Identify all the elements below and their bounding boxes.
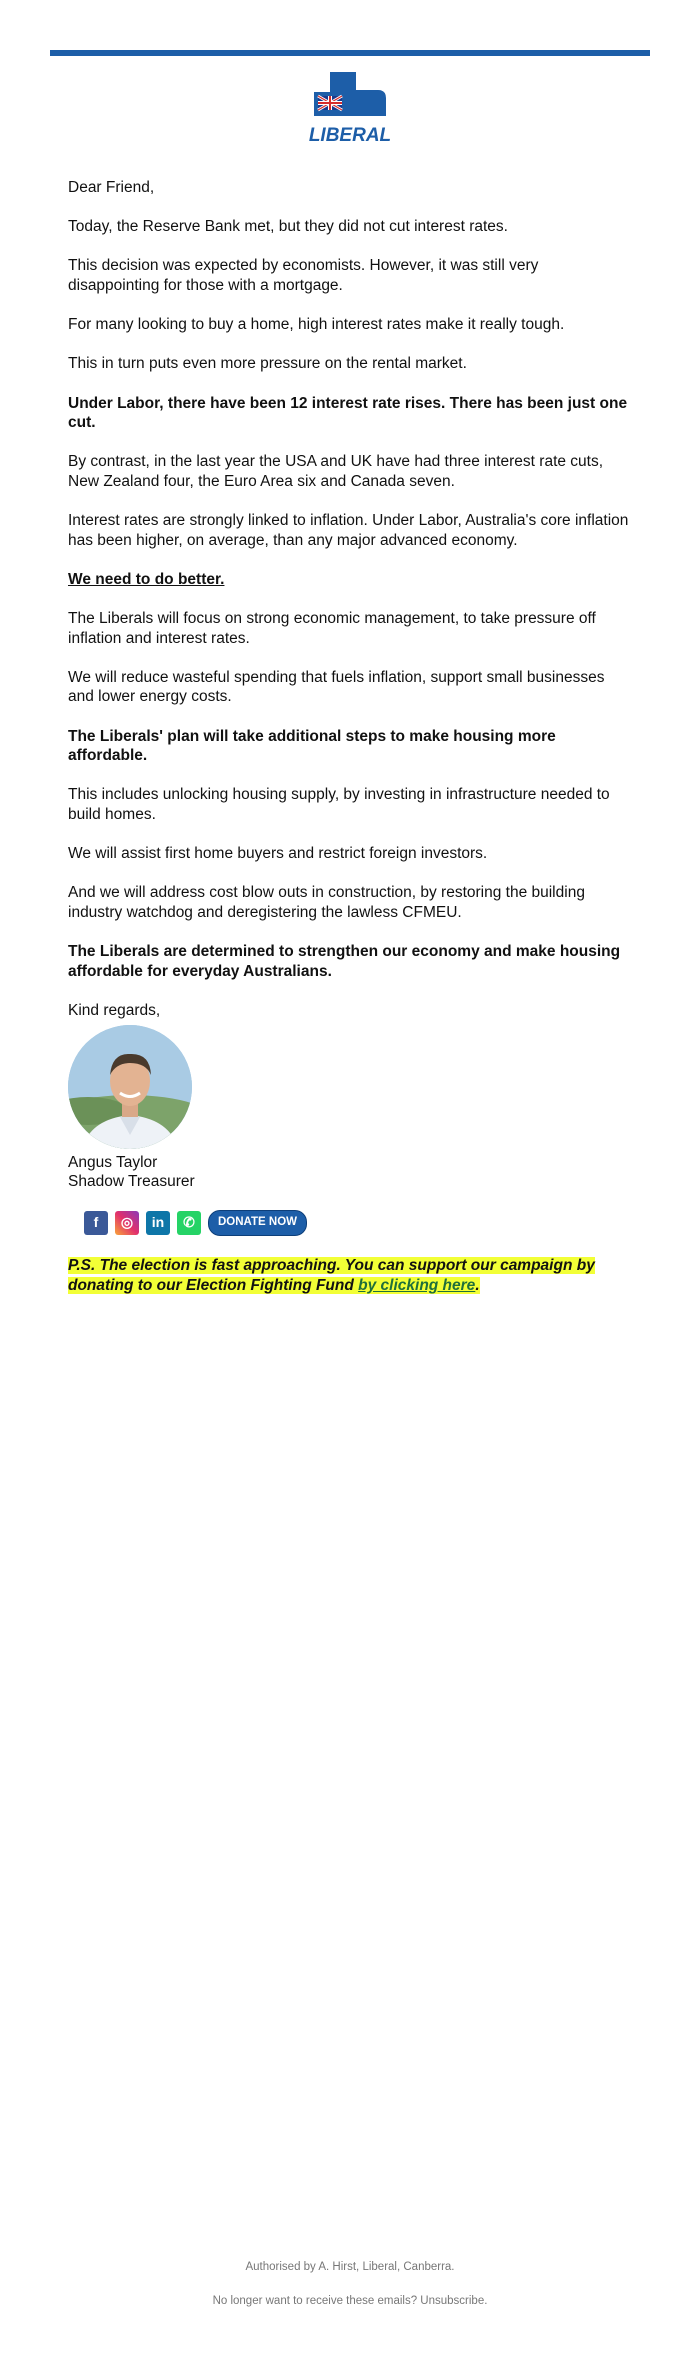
paragraph-15: The Liberals are determined to strengthen our economy and make housing affordable for everyday Australians. <box>68 943 621 980</box>
ps-end: . <box>475 1276 480 1294</box>
ps-text: P.S. The election is fast approaching. You can support our campaign by donating to our Election Fighting Fund <box>68 1256 595 1294</box>
paragraph-3: For many looking to buy a home, high interest rates make it really tough. <box>68 316 565 334</box>
signer-photo <box>68 1025 192 1149</box>
paragraph-2: This decision was expected by economists. However, it was still very disappointing for those with a mortgage. <box>68 257 539 294</box>
greeting: Dear Friend, <box>68 179 155 196</box>
paragraph-13: We will assist first home buyers and restrict foreign investors. <box>68 845 488 863</box>
paragraph-8: We need to do better. <box>68 570 225 588</box>
paragraph-10: We will reduce wasteful spending that fuels inflation, support small businesses and lower energy costs. <box>68 668 605 706</box>
authorised-text: Authorised by A. Hirst, Liberal, Canberra. <box>245 2261 455 2273</box>
paragraph-7: Interest rates are strongly linked to inflation. Under Labor, Australia's core inflation has been higher, on average, than any major advanced economy. <box>68 512 629 549</box>
signer-name: Angus Taylor <box>68 1153 158 1171</box>
ps-message <box>68 1256 630 1296</box>
liberal-logo-graphic <box>308 70 392 144</box>
paragraph-12: This includes unlocking housing supply, by investing in infrastructure needed to build homes. <box>68 786 610 823</box>
social-links <box>84 1210 630 1236</box>
donate-link[interactable]: by clicking here <box>358 1276 476 1294</box>
closing: Kind regards, <box>68 1001 161 1019</box>
paragraph-6: By contrast, in the last year the USA and UK have had three interest rate cuts, New Zealand four, the Euro Area six and Canada seven. <box>68 453 604 490</box>
facebook-icon[interactable]: f <box>84 1211 108 1235</box>
paragraph-11: The Liberals' plan will take additional steps to make housing more affordable. <box>68 727 556 765</box>
paragraph-5: Under Labor, there have been 12 interest rate rises. There has been just one cut. <box>68 394 628 432</box>
paragraph-4: This in turn puts even more pressure on the rental market. <box>68 355 467 373</box>
instagram-icon[interactable]: ◎ <box>115 1211 139 1235</box>
header-bar <box>50 50 650 56</box>
whatsapp-icon[interactable]: ✆ <box>177 1211 201 1235</box>
paragraph-14: And we will address cost blow outs in construction, by restoring the building industry watchdog and deregistering the lawless CFMEU. <box>68 884 585 921</box>
linkedin-icon[interactable]: in <box>146 1211 170 1235</box>
logo-text: LIBERAL <box>308 125 392 144</box>
liberal-logo <box>308 70 392 144</box>
letter-body <box>68 178 630 1296</box>
signer-title: Shadow Treasurer <box>68 1173 195 1191</box>
paragraph-1: Today, the Reserve Bank met, but they did not cut interest rates. <box>68 218 508 236</box>
unsubscribe-link[interactable]: No longer want to receive these emails? Unsubscribe. <box>212 2295 488 2307</box>
paragraph-9: The Liberals will focus on strong economic management, to take pressure off inflation and interest rates. <box>68 610 596 647</box>
donate-button[interactable]: DONATE NOW <box>208 1210 307 1236</box>
